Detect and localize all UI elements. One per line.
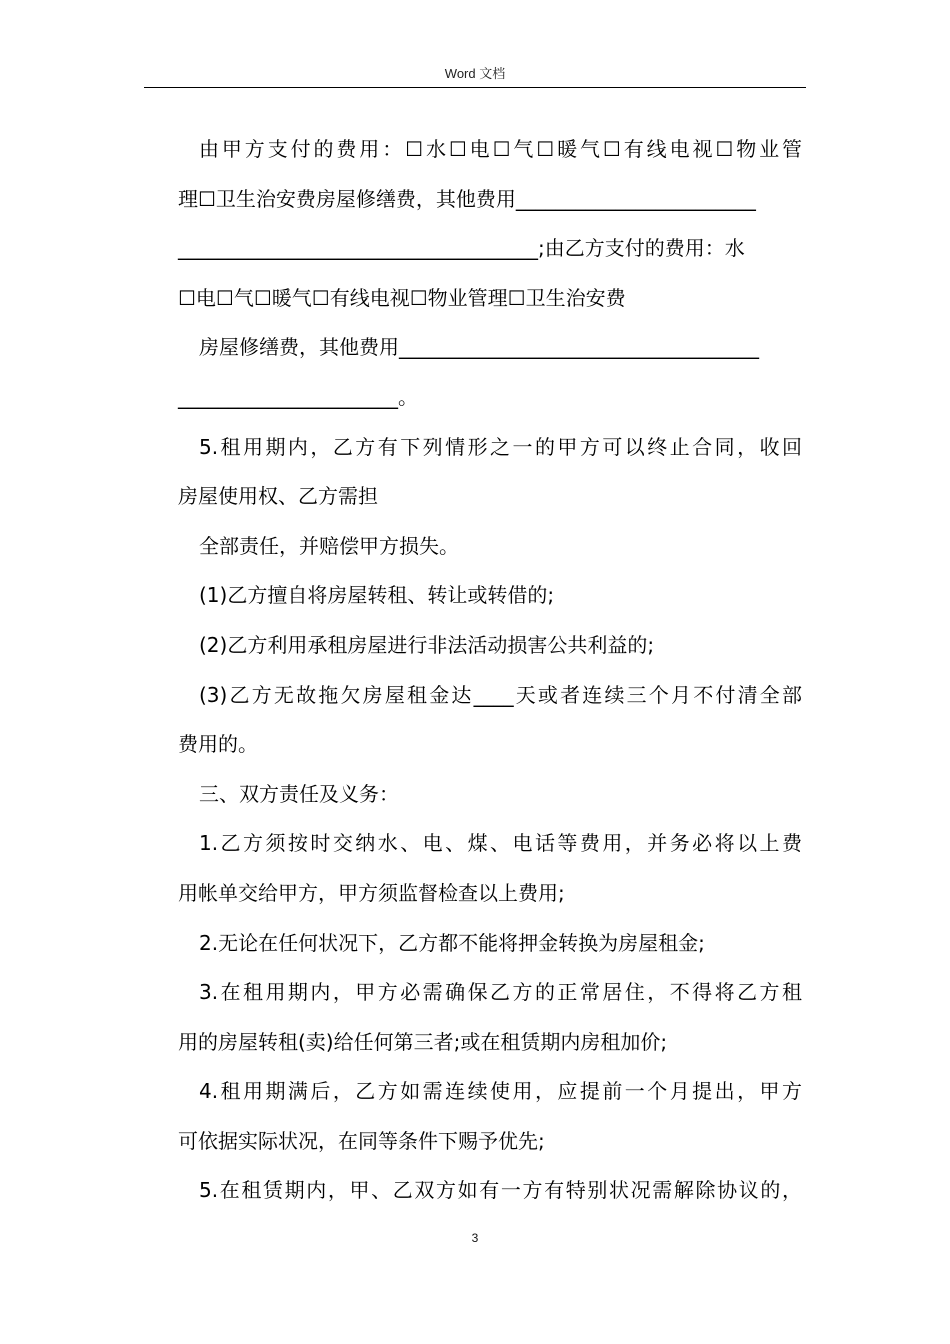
paragraph-line: 由甲方支付的费用：☐水☐电☐气☐暖气☐有线电视☐物业管 <box>199 137 802 161</box>
page-number: 3 <box>471 1231 479 1245</box>
page-header: Word 文档 <box>444 66 506 81</box>
paragraph-line: ☐电☐气☐暖气☐有线电视☐物业管理☐卫生治安费 <box>178 285 626 310</box>
header-divider <box>144 87 806 88</box>
paragraph-line: 三、双方责任及义务： <box>199 781 399 806</box>
paragraph-line: 费用的。 <box>178 732 258 757</box>
paragraph-line: 4.租用期满后，乙方如需连续使用，应提前一个月提出，甲方 <box>199 1079 802 1104</box>
paragraph-line: 房屋使用权、乙方需担 <box>178 484 378 509</box>
paragraph-line: ____________________________________;由乙方支付的费用：水 <box>178 236 745 261</box>
paragraph-line: 5.在租赁期内，甲、乙双方如有一方有特别状况需解除协议的， <box>199 1178 802 1203</box>
paragraph-line: (2)乙方利用承租房屋进行非法活动损害公共利益的; <box>199 632 655 657</box>
paragraph-line: 3.在租用期内，甲方必需确保乙方的正常居住，不得将乙方租 <box>199 980 802 1005</box>
paragraph-line: 理☐卫生治安费房屋修缮费，其他费用________________________ <box>178 186 756 211</box>
paragraph-line: 全部责任，并赔偿甲方损失。 <box>199 533 459 558</box>
paragraph-line: 1.乙方须按时交纳水、电、煤、电话等费用，并务必将以上费 <box>199 831 802 856</box>
paragraph-line: 2.无论在任何状况下，乙方都不能将押金转换为房屋租金; <box>199 930 705 955</box>
paragraph-line: (3)乙方无故拖欠房屋租金达____天或者连续三个月不付清全部 <box>199 682 802 707</box>
paragraph-line: 房屋修缮费，其他费用____________________________________ <box>199 335 759 360</box>
paragraph-line: 用帐单交给甲方，甲方须监督检查以上费用; <box>178 880 565 905</box>
paragraph-line: ______________________。 <box>178 384 418 409</box>
paragraph-line: (1)乙方擅自将房屋转租、转让或转借的; <box>199 583 555 608</box>
paragraph-line: 用的房屋转租(卖)给任何第三者;或在租赁期内房租加价; <box>178 1029 668 1054</box>
document-body <box>178 125 802 1216</box>
paragraph-line: 可依据实际状况，在同等条件下赐予优先; <box>178 1128 545 1153</box>
paragraph-line: 5.租用期内，乙方有下列情形之一的甲方可以终止合同，收回 <box>199 434 802 459</box>
